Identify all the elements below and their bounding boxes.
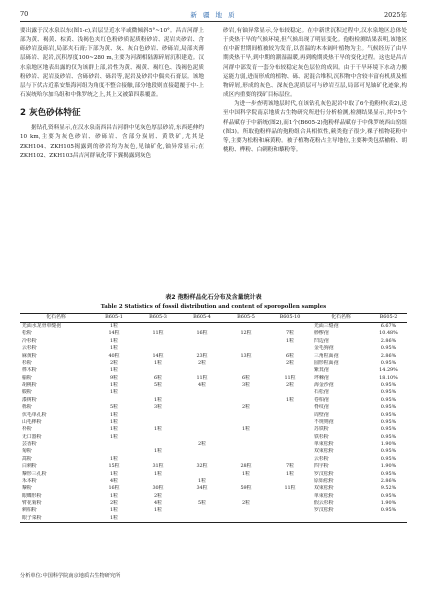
table-header-cell: B605-4 [180,314,224,323]
fossil-name-cell: 海金沙孢 [314,382,334,388]
table-header-row [20,314,407,323]
fossil-name-cell: 铁杉粉 [314,433,329,440]
fossil-name-cell: 朴粉 [22,426,32,433]
count-cell [136,412,180,419]
count-cell [268,419,312,426]
count-cell [180,515,224,523]
fossil-name-cell: 坪棘孢 [314,374,329,381]
count-cell [370,515,407,523]
count-cell [268,500,312,507]
count-cell [136,515,180,523]
fossil-name-cell: 不规则孢 [314,418,334,425]
table-row [20,507,407,514]
count-cell [224,515,268,523]
count-cell: 0.95% [380,382,397,388]
count-cell: 2.86% [380,352,397,359]
fossil-name-cell: 假云杉粉 [314,500,334,506]
fossil-name-cell: 菊粉 [22,448,32,455]
count-cell: 2粒 [109,359,118,366]
fossil-name-cell: 山毛榉粉 [22,418,42,425]
count-cell: 1粒 [109,382,118,388]
fossil-name-cell: 四字粉 [314,463,329,470]
count-cell: 0.95% [380,492,397,499]
count-cell: 4粒 [153,500,162,506]
count-cell: 1粒 [285,337,294,344]
count-cell [92,397,136,404]
count-cell: 14粒 [108,330,120,337]
count-cell [268,493,312,500]
count-cell: 0.95% [380,448,397,455]
count-cell: 0.95% [380,426,397,433]
count-cell [180,323,224,331]
count-cell: 1粒 [109,411,118,418]
count-cell: 1粒 [109,455,118,462]
right-column [223,27,407,155]
table-row [20,353,407,360]
count-cell: 3粒 [153,404,162,411]
fossil-name-cell: 周壁孢 [314,411,329,418]
count-cell [224,419,268,426]
table-row [20,360,407,367]
table-row [20,456,407,463]
fossil-name-cell: 藜粉 [22,485,32,492]
count-cell: 1粒 [153,426,162,433]
count-cell [180,389,224,396]
count-cell: 12粒 [240,330,252,337]
count-cell: 0.95% [380,345,397,352]
count-cell [180,507,224,514]
count-cell [180,412,224,419]
count-cell: 5粒 [153,382,162,388]
count-cell: 7粒 [285,463,294,470]
count-cell: 4粒 [109,477,118,484]
count-cell: 0.95% [380,507,397,514]
count-cell [180,456,224,463]
count-cell: 14.29% [379,367,398,374]
count-cell [268,345,312,352]
table-row [20,419,407,426]
count-cell: 5粒 [109,404,118,411]
fossil-name-cell: 紫萁孢 [314,367,329,374]
table-header-cell: 化石名称 [20,314,92,323]
fossil-name-cell: 椴粉 [22,389,32,396]
count-cell [268,412,312,419]
count-cell [180,404,224,411]
table-header-cell: B605-3 [136,314,180,323]
count-cell: 14粒 [152,352,164,359]
count-cell [180,434,224,441]
table-header-cell: B605-1 [92,314,136,323]
left-paragraph-2: 据钻孔资料显示,在汉水泉南西昌吉河群中见灰色厚层砂岩,东西延伸约10 km,主要为灰色砂岩、砂砾岩、含部分炭屑、黄铁矿,尤其是ZKH104、ZKH105揭露到的砂岩均为灰色,见铀矿化,铀异常显示;在ZKH102、ZKH103昌吉河群氧化带下翼揭露到灰色 [20,125,204,159]
fossil-name-cell: 云杉粉 [22,345,37,352]
table-row [20,345,407,352]
table-header-cell: B605-10 [268,314,312,323]
count-cell [136,478,180,485]
fossil-name-cell: 芸香粉 [22,441,37,447]
fossil-name-cell: 凹边孢 [314,337,329,344]
table-row [20,412,407,419]
count-cell [224,412,268,419]
count-cell: 31粒 [152,463,164,470]
journal-name: 新 疆 地 质 [190,11,237,19]
fossil-name-cell: 伏毛单孔粉 [22,411,47,418]
count-cell: 2粒 [241,404,250,411]
count-cell: 2粒 [285,382,294,388]
table-row [20,426,407,433]
table-header-cell: B605-5 [224,314,268,323]
fossil-name-cell: 杉粉 [22,359,32,366]
count-cell: 0.95% [380,433,397,440]
table-caption-en: Table 2 Statistics of fossil distribution and content of sporopollen samples [100,303,327,310]
count-cell [224,397,268,404]
count-cell: 9.52% [380,485,397,492]
count-cell: 2.86% [380,337,397,344]
count-cell: 2粒 [197,441,206,447]
fossil-name-cell: 藜形三孔粉 [22,470,47,477]
count-cell: 32粒 [196,463,208,470]
count-cell: 1粒 [285,396,294,403]
table-row [20,397,407,404]
count-cell: 1粒 [153,448,162,455]
fossil-name-cell: 卷柏孢 [314,396,329,403]
count-cell: 15粒 [108,463,120,470]
count-cell [224,389,268,396]
table-row [20,500,407,507]
count-cell [268,404,312,411]
fossil-name-cell: 金毛狗孢 [314,345,334,352]
table-header-cell: 化石名称 [312,314,370,323]
count-cell [136,367,180,374]
count-cell: 10.48% [379,330,398,337]
count-cell: 11粒 [284,485,296,492]
count-cell [136,441,180,448]
count-cell: 2粒 [285,359,294,366]
count-cell [136,419,180,426]
fossil-name-cell: 臂花菊粉 [22,500,42,506]
count-cell: 1粒 [109,418,118,425]
table-row [20,485,407,492]
count-cell [224,507,268,514]
count-cell: 1粒 [109,367,118,374]
count-cell [136,345,180,352]
fossil-name-cell: 蒿粉 [22,455,32,462]
page-number: 70 [20,10,29,18]
fossil-name-cell: 石松孢 [314,389,329,396]
count-cell: 28粒 [240,463,252,470]
count-cell [268,389,312,396]
fossil-name-cell: 单束松粉 [314,492,334,499]
left-column [20,27,204,161]
count-cell [268,448,312,455]
table-row [20,367,407,374]
fossil-name-cell: 眼蝶形粉 [22,492,42,499]
count-cell: 3粒 [241,382,250,388]
count-cell [268,323,312,331]
fossil-name-cell [312,515,370,523]
fossil-name-cell: 栎粉 [22,404,32,411]
table-row [20,478,407,485]
fossil-name-cell: 双束松粉 [314,448,334,455]
count-cell [224,323,268,331]
fossil-name-cell: 单束松粉 [314,441,334,447]
fossil-name-cell: 松粉 [22,330,32,337]
count-cell: 1粒 [241,426,250,433]
count-cell: 2粒 [153,492,162,499]
count-cell [224,338,268,345]
count-cell: 0.95% [380,455,397,462]
count-cell [268,478,312,485]
count-cell: 0.95% [380,359,397,366]
count-cell: 1.90% [380,463,397,470]
count-cell: 1粒 [109,323,118,329]
count-cell: 6粒 [153,374,162,381]
fossil-name-cell: 苏铁粉 [314,426,329,433]
count-cell: 1粒 [109,433,118,440]
count-cell [136,323,180,331]
count-cell: 0.95% [380,396,397,403]
fossil-name-cell: 漆树粉 [22,396,37,403]
count-cell: 34粒 [196,485,208,492]
fossil-name-cell: 刺柏粉 [22,507,37,514]
count-cell: 1粒 [153,507,162,514]
table-row [20,441,407,448]
left-paragraph-1: 要出露于汉水泉以东(图1-c),岩层呈近水平或微倾斜5°~10°。昌吉河群上部为黄、褐黄、棕黄、浅褐色夹红色粉砂质泥质粉砂岩、泥岩夹砂岩、含砾砂岩及砾岩,局部夹石膏;下部为黄、灰、灰白色砂岩、砂砾岩,局部夹薄层砾岩、泥岩,沉积厚度100~280 m,主要为河湖相陆源碎屑沉积建造。汉水泉地区地表出露的仅为该群上部,岩性为黄、褐黄、褐红色、浅褐色泥质粉砂岩、泥岩及砂岩、含砾砂岩、砾岩等,泥岩及砂岩中偶夹石膏层。该地层与下伏古近系安集海河组为角度不整合接触,部分地段则直接超覆于中-上石炭统哈尔加乌组和中侏罗统之上,其上又被第四系覆盖。 [20,28,204,99]
count-cell: 1粒 [153,470,162,477]
count-cell: 0.95% [380,418,397,425]
fossil-name-cell: 双束松粉 [314,485,334,492]
count-cell: 2粒 [109,500,118,506]
count-cell [180,397,224,404]
count-cell [180,448,224,455]
count-cell: 1粒 [92,515,136,523]
count-cell: 59粒 [240,485,252,492]
count-cell: 1粒 [109,337,118,344]
count-cell: 7粒 [285,330,294,337]
table-row [20,330,407,337]
count-cell: 1粒 [109,389,118,396]
count-cell: 1粒 [109,507,118,514]
count-cell: 11粒 [196,374,208,381]
count-cell: 1粒 [153,359,162,366]
count-cell: 1.90% [380,441,397,447]
fossil-name-cell: 光面水龙骨单缝孢 [22,323,62,329]
count-cell: 30粒 [152,485,164,492]
count-cell [92,448,136,455]
count-cell [136,434,180,441]
table-caption [20,294,407,311]
publication-year: 2025年 [383,11,407,19]
fossil-name-cell: 罗汉松粉 [314,470,334,477]
count-cell [224,367,268,374]
table-row [20,515,407,523]
count-cell [136,389,180,396]
table-caption-zh: 表2 孢粉样品化石分布及含量统计表 [165,294,262,301]
count-cell: 1粒 [109,426,118,433]
table-header-cell: B605-2 [370,314,407,323]
count-cell: 9粒 [109,374,118,381]
right-paragraph-2: 为进一步查明该地层时代,在该钻孔灰色泥岩中取了6个孢粉样(表2),送至中国科学院南京地质古生物研究所进行分析检测,检测结果显示,其中5个样品赋存于中新统(图2),而1个(B605-2)孢粉样品赋存于中侏罗统西山窑组(图3)。所取孢粉样品的孢粉组合具相似性,蕨类孢子很少,裸子植物花粉中等,主要为松粉和麻黄粉。被子植物花粉占主导地位,主要种类包括榆粉、胡桃粉、桦粉、白刺粉和藜粉等。 [223,101,407,154]
count-cell [136,338,180,345]
count-cell [224,493,268,500]
right-paragraph-1: 砂岩,有铀异常显示,分布较稳定。在中新世沉积过程中,汉水泉地区总体处于炎热干旱的气候环境,但气候出现了明显变化。孢粉检测结果表明,该地区在中新世期间植被较为发育,以喜温的木本阔叶植物为主。气候经历了由早期炎热干旱,到中期的潮湿温暖,再到晚期炎热干旱的变化过程。这也是昌吉河群中部发育一套分布较稳定灰色层位的成因。由于干旱环境下水动力搬运能力弱,进而形成的植物、砾、泥混合堆积,沉积物中含较丰富有机质及植物碎屑,形成的灰色、深灰色泥质层可与砂岩互层,局部可见铀矿化迹象,构成区内重要的找矿目标层位。 [223,28,407,99]
count-cell: 18.10% [379,374,398,381]
count-cell: 1粒 [109,345,118,352]
count-cell: 4粒 [197,382,206,388]
count-cell [180,345,224,352]
fossil-name-cell: 胡桃粉 [22,382,37,388]
fossil-name-cell: 白刺粉 [22,463,37,470]
count-cell [136,456,180,463]
count-cell [268,456,312,463]
count-cell: 23粒 [196,352,208,359]
count-cell: 1.90% [380,500,397,506]
table-row [20,463,407,470]
header-rule [20,21,407,22]
count-cell: 1粒 [285,470,294,477]
count-cell [224,360,268,367]
fossil-name-cell: 麻黄粉 [22,352,37,359]
fossil-name-cell: 光面三缝孢 [314,323,339,329]
count-cell: 6粒 [285,352,294,359]
count-cell [224,478,268,485]
count-cell: 1粒 [153,396,162,403]
table-row [20,493,407,500]
count-cell: 40粒 [108,352,120,359]
table-row [20,375,407,382]
fossil-name-cell: 三角粒面孢 [314,352,339,359]
count-cell: 1粒 [109,470,118,477]
count-cell [180,338,224,345]
fossil-name-cell: 原始松粉 [314,477,334,484]
count-cell [268,515,312,523]
count-cell [224,441,268,448]
count-cell: 0.95% [380,411,397,418]
count-cell [180,426,224,433]
table-row [20,389,407,396]
fossil-name-cell: 眼子菜粉 [20,515,92,523]
table-row [20,471,407,478]
count-cell [180,493,224,500]
fossil-name-cell: 冷杉粉 [22,337,37,344]
count-cell: 5粒 [197,500,206,506]
count-cell: 1粒 [197,477,206,484]
fossil-name-cell: 云杉粉 [314,455,329,462]
count-cell: 6粒 [241,374,250,381]
fossil-name-cell: 禾本粉 [22,477,37,484]
count-cell [268,507,312,514]
fossil-name-cell: 桦木粉 [22,367,37,374]
count-cell: 11粒 [284,374,296,381]
count-cell: 1粒 [109,492,118,499]
table-row [20,434,407,441]
count-cell: 11粒 [152,330,164,337]
count-cell: 2.86% [380,477,397,484]
count-cell: 0.95% [380,470,397,477]
count-cell [268,367,312,374]
count-cell: 16粒 [196,330,208,337]
count-cell [268,426,312,433]
sporopollen-table [20,313,407,523]
table-body [20,323,407,523]
count-cell: 2粒 [197,359,206,366]
fossil-name-cell: 罗汉松粉 [314,507,334,514]
fossil-name-cell: 无口器粉 [22,433,42,440]
count-cell [92,441,136,448]
table-row [20,338,407,345]
table-row [20,448,407,455]
count-cell [180,419,224,426]
count-cell [180,367,224,374]
fossil-name-cell: 榆粉 [22,374,32,381]
count-cell: 6.67% [380,323,397,329]
count-cell: 0.95% [380,389,397,396]
count-cell [224,448,268,455]
count-cell [268,441,312,448]
count-cell [268,434,312,441]
count-cell [224,434,268,441]
table-row [20,404,407,411]
count-cell: 16粒 [108,485,120,492]
fossil-name-cell: 脊纹孢 [314,404,329,411]
count-cell: 1粒 [241,470,250,477]
count-cell: 13粒 [240,352,252,359]
table-row [20,323,407,331]
count-cell [224,345,268,352]
count-cell [180,471,224,478]
section-heading: 2 灰色砂体特征 [20,108,81,119]
count-cell: 0.95% [380,404,397,411]
count-cell [224,456,268,463]
count-cell: 2粒 [241,500,250,506]
fossil-name-cell: 圆形粒面孢 [314,359,339,366]
table-row [20,382,407,389]
fossil-name-cell: 桫椤孢 [314,330,329,337]
table-footnote: 分析单位:中国科学院南京地质古生物研究所 [20,573,121,579]
